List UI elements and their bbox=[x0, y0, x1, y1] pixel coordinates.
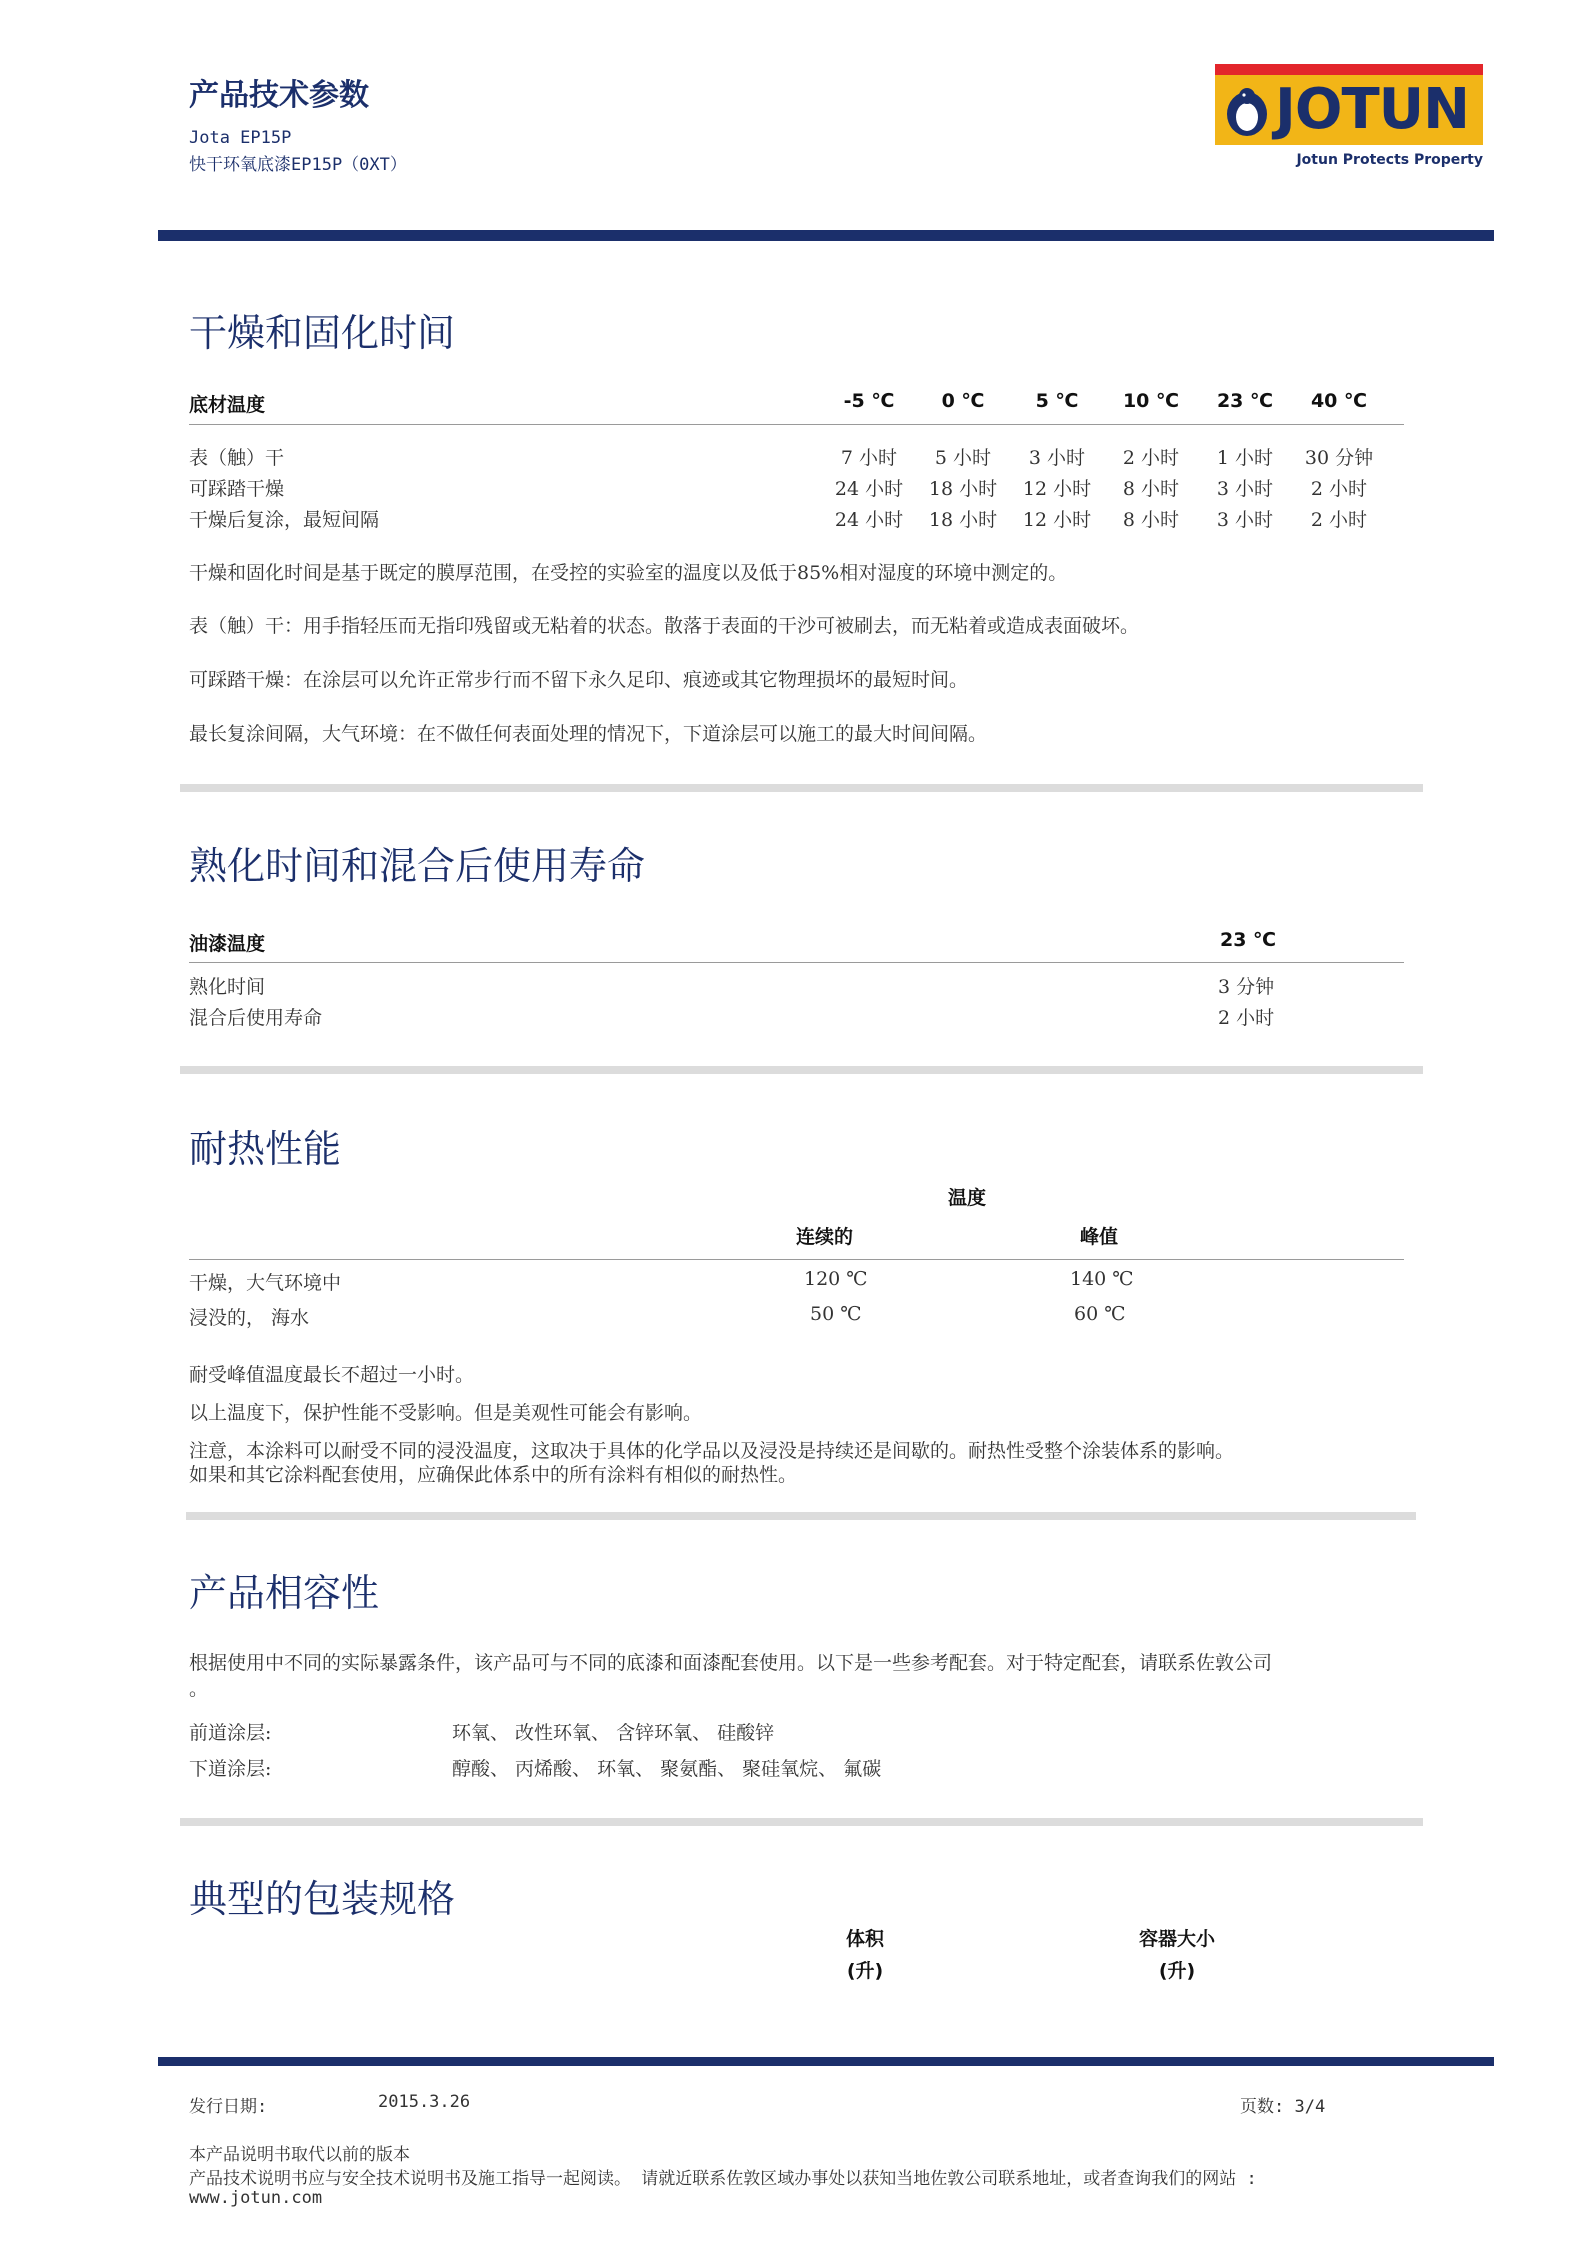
temp-header: 5 ℃ bbox=[1035, 390, 1079, 412]
table-cell: 18 小时 bbox=[928, 509, 998, 531]
brand-wordmark: JOTUN bbox=[1275, 77, 1469, 142]
table-cell: 3 小时 bbox=[1216, 478, 1274, 500]
container-size-header: 容器大小 bbox=[1138, 1928, 1215, 1950]
table-cell: 醇酸、 丙烯酸、 环氧、 聚氨酯、 聚硅氧烷、 氟碳 bbox=[452, 1758, 882, 1780]
note-text: 以上温度下，保护性能不受影响。但是美观性可能会有影响。 bbox=[189, 1402, 703, 1424]
section-divider bbox=[180, 1066, 1423, 1074]
table-cell: 7 小时 bbox=[840, 447, 898, 469]
product-name-en: Jota EP15P bbox=[189, 128, 292, 148]
section-divider bbox=[180, 1818, 1423, 1826]
table-cell: 2 小时 bbox=[1310, 478, 1368, 500]
row-label: 浸没的， 海水 bbox=[189, 1307, 310, 1329]
note-text: 注意，本涂料可以耐受不同的浸没温度，这取决于具体的化学品以及浸没是持续还是间歇的。耐热性受整个涂装体系的影响。 bbox=[189, 1440, 1235, 1462]
brand-tagline: Jotun Protects Property bbox=[1296, 152, 1483, 168]
section-heading-compatibility: 产品相容性 bbox=[189, 1571, 380, 1615]
volume-unit: (升) bbox=[846, 1960, 884, 1982]
issue-date-label: 发行日期: bbox=[189, 2097, 268, 2117]
table-cell: 18 小时 bbox=[928, 478, 998, 500]
table-cell: 24 小时 bbox=[834, 509, 904, 531]
row-label: 熟化时间 bbox=[189, 976, 266, 998]
compat-intro: 根据使用中不同的实际暴露条件，该产品可与不同的底漆和面漆配套使用。以下是一些参考配套。对于特定配套，请联系佐敦公司 bbox=[189, 1652, 1273, 1674]
substrate-temp-label: 底材温度 bbox=[189, 394, 266, 416]
table-cell: 8 小时 bbox=[1122, 509, 1180, 531]
row-label: 干燥后复涂，最短间隔 bbox=[189, 509, 380, 531]
footer-note: 产品技术说明书应与安全技术说明书及施工指导一起阅读。 请就近联系佐敦区域办事处以获知当地佐敦公司联系地址，或者查询我们的网站 : bbox=[189, 2169, 1257, 2189]
table-cell: 60 ℃ bbox=[1074, 1303, 1126, 1325]
table-cell: 140 ℃ bbox=[1070, 1268, 1134, 1290]
table-cell: 8 小时 bbox=[1122, 478, 1180, 500]
section-heading-heat: 耐热性能 bbox=[189, 1127, 342, 1171]
table-cell: 环氧、 改性环氧、 含锌环氧、 硅酸锌 bbox=[452, 1722, 775, 1744]
peak-header: 峰值 bbox=[1080, 1226, 1119, 1248]
section-heading-drying: 干燥和固化时间 bbox=[189, 311, 456, 355]
website-link[interactable]: www.jotun.com bbox=[189, 2188, 323, 2208]
note-text: 如果和其它涂料配套使用，应确保此体系中的所有涂料有相似的耐热性。 bbox=[189, 1464, 798, 1486]
table-cell: 50 ℃ bbox=[810, 1303, 862, 1325]
table-cell: 120 ℃ bbox=[804, 1268, 868, 1290]
container-size-unit: (升) bbox=[1158, 1960, 1196, 1982]
table-cell: 12 小时 bbox=[1022, 509, 1092, 531]
row-label: 下道涂层: bbox=[189, 1758, 272, 1780]
table-cell: 24 小时 bbox=[834, 478, 904, 500]
jotun-logo bbox=[1215, 64, 1483, 174]
footer-divider bbox=[158, 2057, 1494, 2066]
table-cell: 3 小时 bbox=[1028, 447, 1086, 469]
table-cell: 3 分钟 bbox=[1218, 976, 1275, 998]
compat-intro-cont: 。 bbox=[189, 1678, 209, 1700]
table-cell: 5 小时 bbox=[934, 447, 992, 469]
section-divider bbox=[180, 784, 1423, 792]
row-label: 混合后使用寿命 bbox=[189, 1007, 323, 1029]
section-heading-induction: 熟化时间和混合后使用寿命 bbox=[189, 844, 646, 888]
section-divider bbox=[186, 1512, 1416, 1520]
table-rule bbox=[189, 424, 1404, 425]
document-title: 产品技术参数 bbox=[189, 78, 369, 113]
row-label: 干燥，大气环境中 bbox=[189, 1272, 342, 1294]
temp-header: 0 ℃ bbox=[941, 390, 985, 412]
table-cell: 3 小时 bbox=[1216, 509, 1274, 531]
continuous-header: 连续的 bbox=[796, 1226, 854, 1248]
table-rule bbox=[189, 962, 1404, 963]
product-name-cn: 快干环氧底漆EP15P（0XT） bbox=[189, 155, 407, 175]
footer-note: 本产品说明书取代以前的版本 bbox=[189, 2145, 410, 2165]
temperature-group-label: 温度 bbox=[948, 1187, 987, 1209]
note-text: 耐受峰值温度最长不超过一小时。 bbox=[189, 1364, 475, 1386]
row-label: 前道涂层: bbox=[189, 1722, 272, 1744]
temp-header: 23 ℃ bbox=[1216, 390, 1274, 412]
row-label: 可踩踏干燥 bbox=[189, 478, 285, 500]
page-number: 页数: 3/4 bbox=[1240, 2097, 1326, 2117]
note-text: 最长复涂间隔，大气环境：在不做任何表面处理的情况下，下道涂层可以施工的最大时间间隔。 bbox=[189, 723, 988, 745]
table-cell: 12 小时 bbox=[1022, 478, 1092, 500]
temp-header: 23 ℃ bbox=[1220, 929, 1277, 951]
temp-header: 40 ℃ bbox=[1310, 390, 1368, 412]
bear-emblem-icon bbox=[1223, 84, 1271, 138]
table-cell: 2 小时 bbox=[1310, 509, 1368, 531]
note-text: 表（触）干：用手指轻压而无指印残留或无粘着的状态。散落于表面的干沙可被刷去，而无粘着或造成表面破坏。 bbox=[189, 615, 1140, 637]
volume-header: 体积 bbox=[845, 1928, 884, 1950]
note-text: 可踩踏干燥：在涂层可以允许正常步行而不留下永久足印、痕迹或其它物理损坏的最短时间。 bbox=[189, 669, 969, 691]
temp-header: -5 ℃ bbox=[843, 390, 895, 412]
paint-temp-label: 油漆温度 bbox=[189, 933, 266, 955]
note-text: 干燥和固化时间是基于既定的膜厚范围，在受控的实验室的温度以及低于85%相对湿度的环境中测定的。 bbox=[189, 562, 1068, 584]
table-cell: 2 小时 bbox=[1122, 447, 1180, 469]
table-rule bbox=[189, 1259, 1404, 1260]
row-label: 表（触）干 bbox=[189, 447, 285, 469]
section-heading-packaging: 典型的包装规格 bbox=[189, 1877, 456, 1921]
table-cell: 2 小时 bbox=[1218, 1007, 1275, 1029]
issue-date: 2015.3.26 bbox=[378, 2092, 471, 2112]
table-cell: 1 小时 bbox=[1216, 447, 1274, 469]
temp-header: 10 ℃ bbox=[1122, 390, 1180, 412]
header-divider bbox=[158, 230, 1494, 241]
table-cell: 30 分钟 bbox=[1304, 447, 1374, 469]
